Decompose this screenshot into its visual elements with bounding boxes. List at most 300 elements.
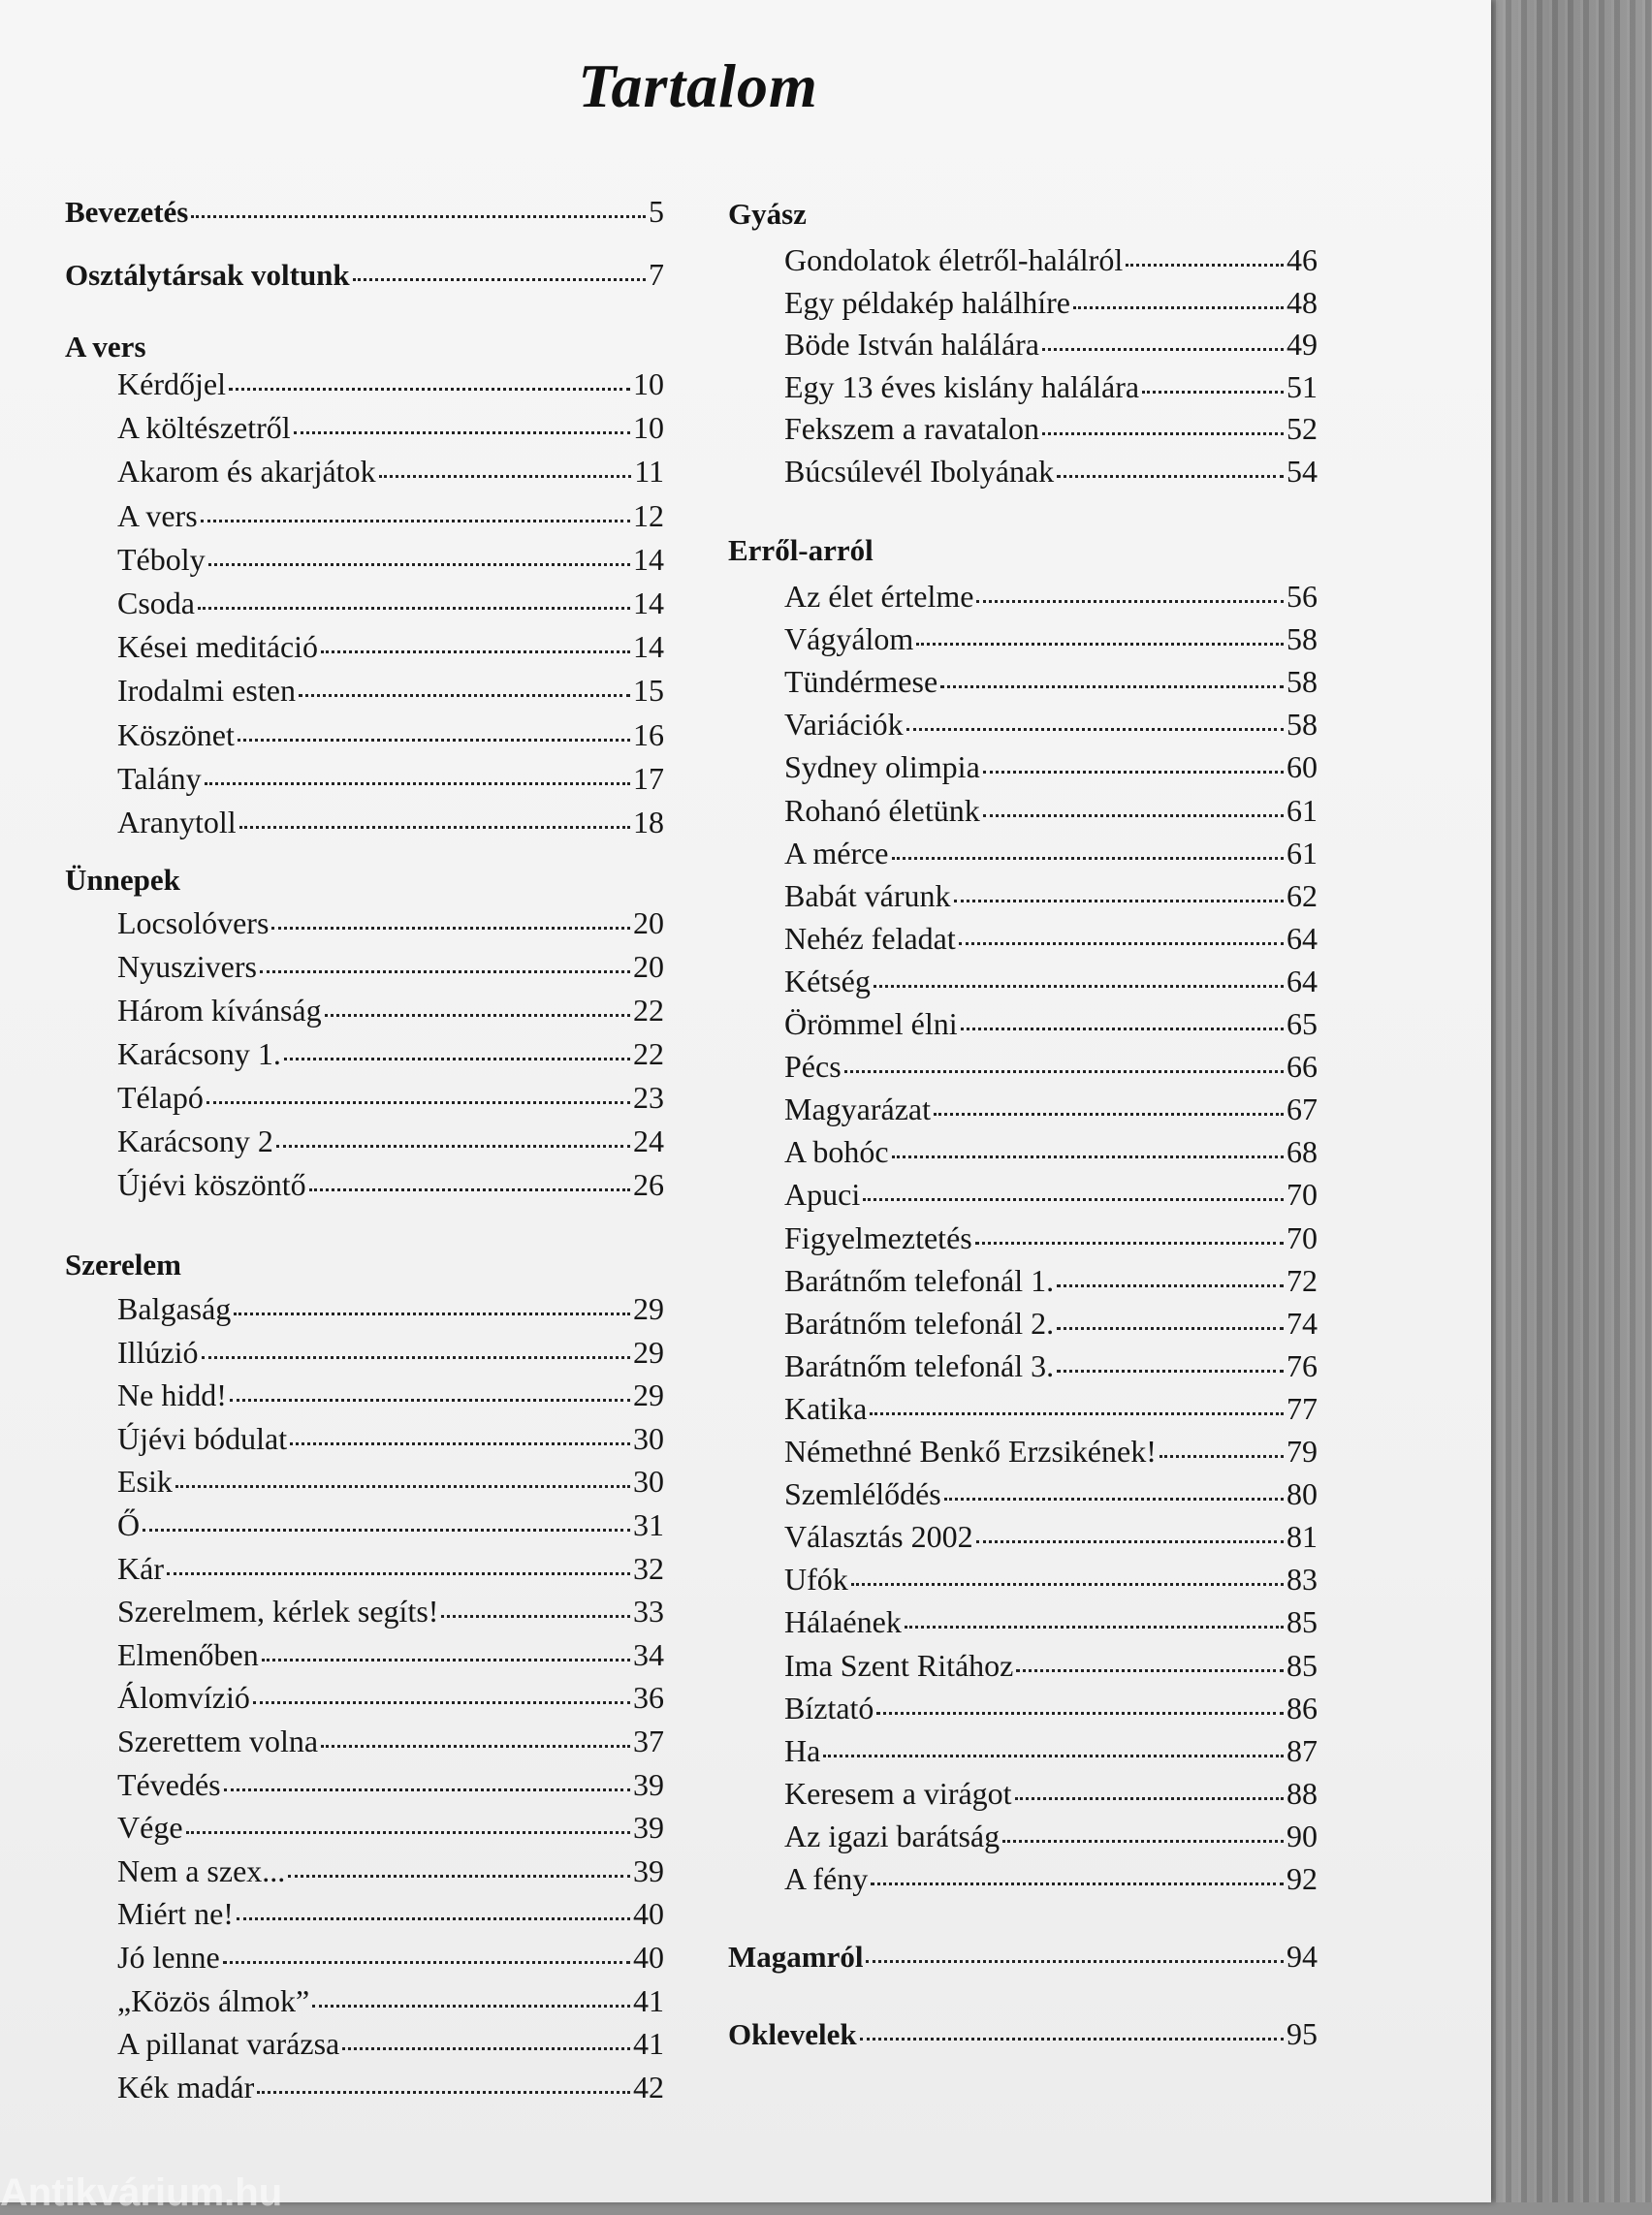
entry-page: 60 [1287,749,1318,785]
entry-page: 64 [1287,920,1318,956]
toc-entry[interactable] [728,1434,1318,1470]
toc-entry[interactable] [728,836,1318,871]
entry-label: Barátnőm telefonál 1. [784,1262,1055,1298]
leader-dots [906,728,1284,731]
toc-entry[interactable] [728,1733,1318,1769]
entry-label: Szerettem volna [117,1724,319,1758]
entry-page: 58 [1287,664,1318,700]
entry-page: 85 [1287,1604,1318,1640]
entry-page: 22 [633,1036,664,1071]
entry-page: 7 [649,257,664,292]
entry-page: 46 [1287,242,1318,277]
leader-dots [290,1442,630,1445]
entry-label: Kétség [784,963,871,998]
toc-entry[interactable] [65,585,664,621]
toc-entry[interactable] [728,1348,1318,1384]
toc-entry[interactable] [65,1377,664,1413]
leader-dots [916,643,1284,646]
entry-label: Szerelmem, kérlek segíts! [117,1594,439,1630]
toc-entry[interactable] [728,1861,1318,1897]
entry-label: Ha [784,1732,821,1768]
entry-label: Talány [117,760,202,796]
leader-dots [201,520,630,522]
toc-entry[interactable] [728,1263,1318,1299]
entry-label: A költészetről [117,410,291,446]
entry-page: 86 [1287,1690,1318,1725]
toc-entry[interactable] [728,369,1318,405]
leader-dots [1142,391,1284,394]
leader-dots [1002,1840,1284,1843]
entry-page: 61 [1287,835,1318,870]
entry-label: Balgaság [117,1291,232,1326]
entry-page: 67 [1287,1092,1318,1127]
entry-page: 76 [1287,1347,1318,1383]
entry-page: 74 [1287,1305,1318,1341]
entry-label: A mérce [784,835,889,870]
entry-page: 17 [633,760,664,796]
toc-entry[interactable] [65,1123,664,1159]
toc-entry[interactable] [728,964,1318,999]
entry-page: 15 [633,673,664,709]
entry-label: Akarom és akarjátok [117,454,376,490]
toc-entry[interactable] [728,793,1318,829]
leader-dots [976,600,1284,603]
toc-entry[interactable] [65,1167,664,1203]
entry-page: 85 [1287,1647,1318,1683]
leader-dots [983,814,1284,817]
toc-entry[interactable] [728,1092,1318,1127]
leader-dots [239,826,630,829]
entry-label: Újévi köszöntő [117,1167,306,1202]
entry-label: Újévi bódulat [117,1420,288,1456]
leader-dots [191,215,646,218]
leader-dots [1015,1797,1284,1800]
entry-page: 48 [1287,284,1318,320]
toc-entry[interactable] [65,717,664,753]
entry-page: 90 [1287,1818,1318,1853]
section-heading-errol-arrol: Erről-arról [728,533,874,567]
toc-entry[interactable] [728,1391,1318,1427]
entry-page: 70 [1287,1177,1318,1213]
leader-dots [208,563,630,566]
toc-entry[interactable] [728,1134,1318,1170]
leader-dots [202,1356,630,1359]
entry-page: 52 [1287,411,1318,446]
entry-page: 34 [633,1636,664,1672]
leader-dots [892,857,1285,860]
leader-dots [262,1659,630,1661]
leader-dots [975,1242,1284,1245]
leader-dots [876,1712,1284,1715]
entry-page: 37 [633,1724,664,1758]
entry-page: 64 [1287,963,1318,998]
toc-entry[interactable] [65,629,664,665]
leader-dots [874,985,1284,988]
entry-page: 92 [1287,1861,1318,1896]
leader-dots [253,1701,630,1704]
entry-page: 10 [633,410,664,446]
leader-dots [224,1788,630,1791]
entry-label: Az igazi barátság [784,1818,1001,1853]
entry-label: Magyarázat [784,1092,932,1127]
toc-entry[interactable] [65,1464,664,1500]
entry-page: 36 [633,1680,664,1716]
section-heading-a-vers: A vers [65,330,146,364]
leader-dots [186,1831,630,1834]
entry-label: Szemlélődés [784,1476,941,1512]
leader-dots [288,1875,630,1878]
leader-dots [905,1626,1284,1629]
entry-label: A vers [117,497,198,533]
entry-page: 66 [1287,1049,1318,1085]
entry-label: Kérdőjel [117,366,226,401]
leader-dots [325,1014,630,1017]
toc-entry[interactable] [65,2026,664,2062]
leader-dots [175,1485,630,1488]
leader-dots [1057,1327,1284,1330]
toc-entry[interactable] [65,1080,664,1116]
entry-label: Három kívánság [117,993,322,1028]
toc-entry[interactable] [65,1983,664,2019]
entry-label: Némethné Benkő Erzsikének! [784,1434,1157,1469]
toc-entry[interactable] [728,1306,1318,1342]
entry-label: Ne hidd! [117,1377,227,1413]
leader-dots [860,2038,1284,2041]
entry-page: 29 [633,1377,664,1413]
leader-dots [143,1529,630,1532]
entry-label: Búcsúlevél Ibolyának [784,453,1055,489]
toc-entry[interactable] [65,949,664,985]
entry-label: Tündérmese [784,664,938,700]
entry-label: Osztálytársak voltunk [65,258,350,292]
entry-label: Böde István halálára [784,327,1039,362]
leader-dots [309,1188,630,1191]
entry-page: 72 [1287,1262,1318,1298]
toc-entry[interactable] [65,1940,664,1976]
leader-dots [230,1399,630,1402]
leader-dots [1057,475,1284,478]
entry-label: Esik [117,1464,173,1500]
entry-label: Ima Szent Ritához [784,1647,1014,1683]
entry-page: 33 [633,1594,664,1630]
entry-label: Barátnőm telefonál 3. [784,1347,1055,1383]
toc-entry-classmates[interactable] [65,257,664,293]
toc-entry[interactable] [65,1421,664,1457]
entry-page: 41 [633,1982,664,2018]
leader-dots [1016,1669,1284,1672]
leader-dots [1057,1284,1284,1287]
toc-entry[interactable] [728,411,1318,447]
toc-entry[interactable] [65,993,664,1028]
leader-dots [205,782,630,785]
entry-page: 41 [633,2026,664,2062]
entry-label: Oklevelek [728,2017,857,2051]
leader-dots [271,927,630,930]
section-heading-unnepek: Ünnepek [65,863,180,897]
entry-label: Jó lenne [117,1940,220,1975]
toc-entry[interactable] [65,673,664,709]
entry-label: Télapó [117,1080,204,1115]
entry-label: Köszönet [117,716,235,752]
entry-page: 29 [633,1334,664,1370]
toc-entry[interactable] [728,1220,1318,1256]
entry-page: 5 [649,194,664,229]
leader-dots [223,1961,630,1964]
entry-label: A bohóc [784,1134,889,1170]
entry-page: 16 [633,716,664,752]
entry-label: Nem a szex... [117,1852,286,1888]
entry-page: 42 [633,2069,664,2104]
toc-entry[interactable] [728,921,1318,957]
leader-dots [353,278,646,281]
toc-entry[interactable] [65,498,664,534]
entry-label: Kék madár [117,2069,255,2104]
leader-dots [940,685,1284,688]
entry-label: Bevezetés [65,195,189,229]
entry-label: Keresem a virágot [784,1775,1012,1811]
toc-entry[interactable] [65,1767,664,1803]
leader-dots [257,2091,630,2094]
entry-page: 12 [633,497,664,533]
entry-page: 68 [1287,1134,1318,1170]
page-title: Tartalom [578,51,818,120]
entry-label: Kései meditáció [117,629,319,665]
entry-page: 14 [633,585,664,620]
leader-dots [851,1583,1284,1586]
leader-dots [260,970,630,973]
toc-entry[interactable] [728,285,1318,321]
entry-label: Egy példakép halálhíre [784,284,1070,320]
entry-page: 56 [1287,579,1318,614]
leader-dots [234,1313,630,1315]
toc-entry[interactable] [728,454,1318,490]
toc-entry[interactable] [728,1562,1318,1598]
leader-dots [284,1058,630,1060]
toc-entry[interactable] [728,1476,1318,1512]
leader-dots [866,1960,1284,1963]
leader-dots [441,1615,630,1618]
toc-entry[interactable] [728,1519,1318,1555]
entry-label: Örömmel élni [784,1006,958,1041]
toc-entry-about[interactable] [728,1939,1318,1975]
leader-dots [299,694,630,697]
entry-label: Az élet értelme [784,579,974,614]
watermark-text: Antikvárium.hu [0,2171,283,2214]
section-heading-gyasz: Gyász [728,197,807,231]
toc-entry[interactable] [728,579,1318,615]
toc-entry[interactable] [65,1551,664,1587]
entry-label: Locsolóvers [117,905,270,940]
entry-label: Nehéz feladat [784,920,956,956]
leader-dots [1042,348,1284,351]
toc-entry[interactable] [65,1724,664,1759]
leader-dots [1073,306,1284,309]
entry-label: Választás 2002 [784,1519,973,1555]
toc-entry[interactable] [728,1177,1318,1213]
toc-entry[interactable] [65,1291,664,1327]
entry-label: Egy 13 éves kislány halálára [784,368,1140,404]
leader-dots [229,388,630,391]
toc-entry[interactable] [728,1604,1318,1640]
leader-dots [976,1540,1284,1543]
leader-dots [823,1755,1284,1757]
entry-label: Barátnőm telefonál 2. [784,1305,1055,1341]
leader-dots [167,1572,630,1575]
leader-dots [870,1412,1284,1415]
entry-page: 14 [633,629,664,665]
entry-page: 29 [633,1291,664,1326]
leader-dots [959,942,1284,945]
entry-label: Téboly [117,541,206,577]
entry-page: 39 [633,1766,664,1802]
entry-label: Vége [117,1810,183,1846]
toc-entry[interactable] [65,1853,664,1889]
entry-label: Gondolatok életről-halálról [784,242,1124,277]
leader-dots [238,739,630,742]
entry-page: 80 [1287,1476,1318,1512]
leader-dots [944,1498,1284,1501]
toc-entry[interactable] [65,1594,664,1630]
entry-label: Rohanó életünk [784,792,980,828]
toc-entry[interactable] [728,621,1318,657]
toc-entry[interactable] [65,542,664,578]
entry-label: Miért ne! [117,1896,234,1932]
leader-dots [934,1113,1284,1116]
entry-page: 23 [633,1080,664,1115]
toc-entry[interactable] [728,1648,1318,1684]
leader-dots [198,607,630,610]
entry-page: 11 [634,454,664,490]
toc-entry[interactable] [65,1036,664,1072]
toc-entry[interactable] [65,1680,664,1716]
toc-entry[interactable] [65,366,664,402]
entry-page: 81 [1287,1519,1318,1555]
toc-entry[interactable] [728,664,1318,700]
toc-entry[interactable] [65,805,664,840]
entry-label: Elmenőben [117,1636,259,1672]
entry-label: A pillanat varázsa [117,2026,340,2062]
leader-dots [1126,264,1284,267]
toc-entry[interactable] [65,1896,664,1932]
toc-entry[interactable] [728,1006,1318,1042]
toc-entry-certificates[interactable] [728,2016,1318,2052]
toc-entry[interactable] [728,749,1318,785]
toc-entry[interactable] [65,2070,664,2105]
entry-label: Ufók [784,1562,848,1598]
toc-entry[interactable] [65,761,664,797]
entry-page: 54 [1287,453,1318,489]
leader-dots [863,1198,1284,1201]
entry-label: Ő [117,1507,141,1542]
entry-page: 70 [1287,1219,1318,1255]
entry-page: 39 [633,1852,664,1888]
entry-page: 26 [633,1167,664,1202]
toc-entry[interactable] [65,1810,664,1846]
entry-label: Vágyálom [784,621,914,657]
leader-dots [206,1101,630,1104]
toc-entry-intro[interactable] [65,194,664,230]
entry-label: Csoda [117,585,195,620]
entry-label: Kár [117,1550,164,1586]
leader-dots [983,771,1284,774]
entry-page: 58 [1287,707,1318,743]
toc-entry[interactable] [728,327,1318,363]
entry-page: 94 [1287,1939,1318,1974]
toc-entry[interactable] [65,1335,664,1371]
toc-entry[interactable] [728,878,1318,914]
toc-entry[interactable] [65,410,664,446]
entry-label: „Közös álmok” [117,1982,310,2018]
entry-page: 20 [633,949,664,984]
entry-page: 61 [1287,792,1318,828]
toc-entry[interactable] [728,1776,1318,1812]
entry-label: A fény [784,1861,869,1896]
leader-dots [1160,1455,1284,1458]
toc-entry[interactable] [65,454,664,490]
entry-label: Bíztató [784,1690,874,1725]
entry-label: Álomvízió [117,1680,250,1716]
toc-entry[interactable] [728,1691,1318,1726]
entry-label: Fekszem a ravatalon [784,411,1039,446]
entry-page: 30 [633,1464,664,1500]
leader-dots [312,2005,630,2008]
entry-page: 20 [633,905,664,940]
entry-page: 14 [633,541,664,577]
entry-label: Karácsony 2 [117,1123,273,1158]
leader-dots [342,2047,630,2050]
entry-page: 30 [633,1420,664,1456]
entry-label: Nyuszivers [117,949,257,984]
entry-page: 62 [1287,877,1318,913]
leader-dots [961,1028,1284,1030]
entry-label: Figyelmeztetés [784,1219,972,1255]
entry-page: 49 [1287,327,1318,362]
leader-dots [871,1883,1284,1885]
entry-page: 83 [1287,1562,1318,1598]
toc-entry[interactable] [728,707,1318,743]
entry-page: 32 [633,1550,664,1586]
entry-page: 40 [633,1896,664,1932]
wooden-background [1487,0,1652,2202]
entry-page: 18 [633,805,664,839]
toc-entry[interactable] [65,1637,664,1673]
entry-page: 40 [633,1940,664,1975]
toc-entry[interactable] [65,1507,664,1543]
toc-entry[interactable] [65,905,664,941]
leader-dots [294,431,630,434]
leader-dots [276,1145,630,1148]
leader-dots [321,1745,630,1748]
entry-page: 87 [1287,1732,1318,1768]
leader-dots [954,900,1285,902]
toc-entry[interactable] [728,242,1318,278]
leader-dots [844,1070,1284,1073]
leader-dots [237,1917,630,1920]
entry-page: 31 [633,1507,664,1542]
leader-dots [892,1155,1284,1158]
entry-page: 79 [1287,1434,1318,1469]
entry-label: Babát várunk [784,877,951,913]
entry-label: Irodalmi esten [117,673,296,709]
entry-page: 88 [1287,1775,1318,1811]
entry-label: Sydney olimpia [784,749,980,785]
entry-page: 65 [1287,1006,1318,1041]
toc-entry[interactable] [728,1819,1318,1854]
entry-page: 77 [1287,1390,1318,1426]
toc-entry[interactable] [728,1049,1318,1085]
leader-dots [379,475,632,478]
leader-dots [1042,432,1284,435]
